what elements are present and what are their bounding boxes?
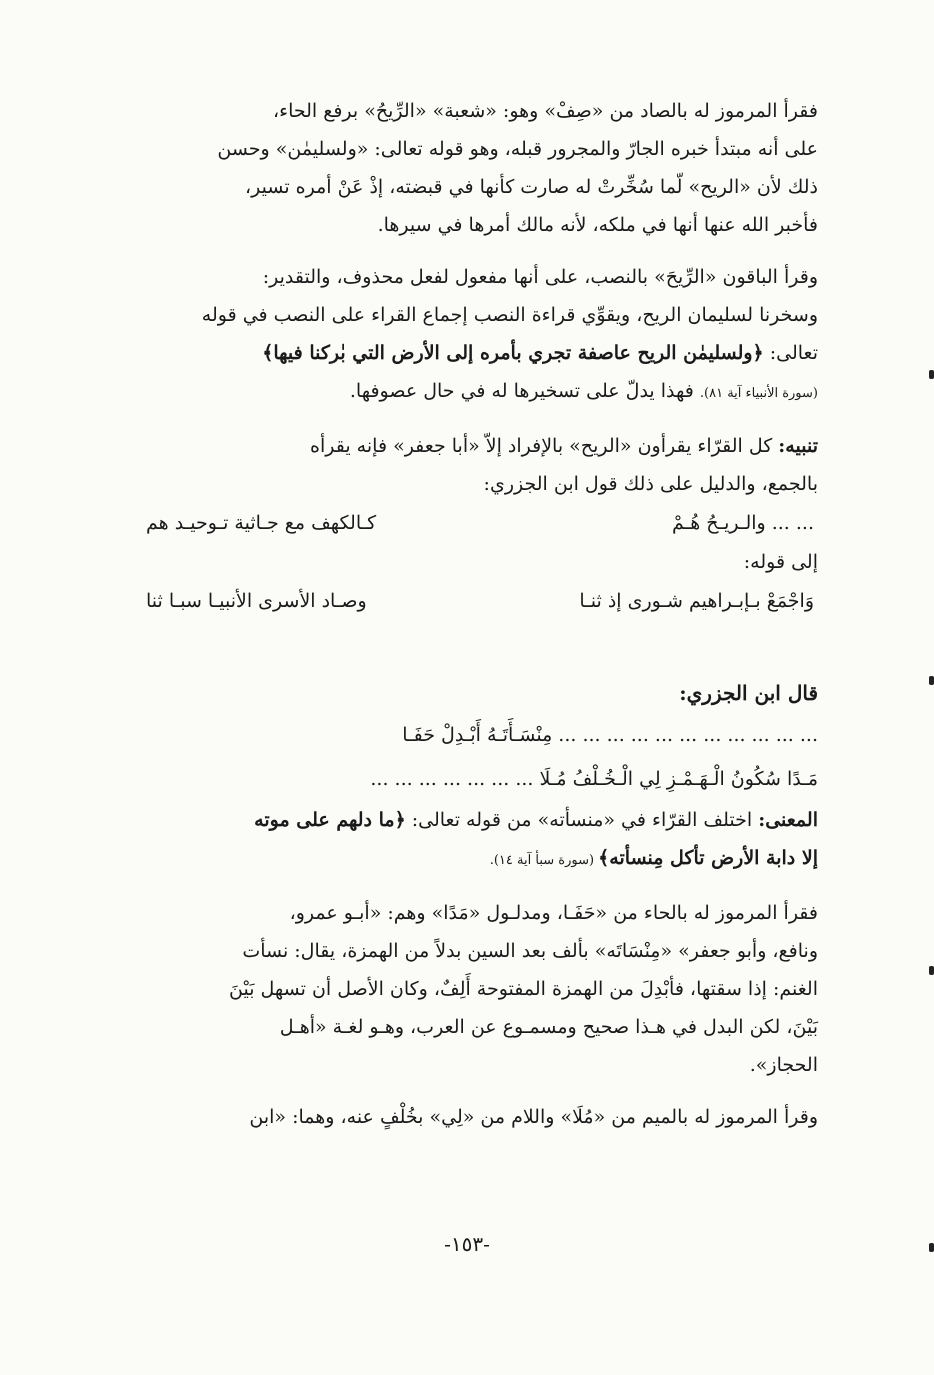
margin-mark bbox=[929, 1243, 934, 1252]
paragraph-3 bbox=[128, 427, 818, 503]
text-line: وقرأ الباقون «الرِّيحَ» بالنصب، على أنها مفعول لفعل محذوف، والتقدير: bbox=[262, 266, 818, 288]
meaning-text: اختلف القرّاء في «منسأته» من قوله تعالى: bbox=[405, 809, 759, 831]
quran-quote: إلا دابة الأرض تأكل مِنسأته﴾ bbox=[598, 847, 818, 869]
verse-hemistich-1: ... ... والـريـحُ هُـمْ bbox=[672, 512, 814, 534]
text-line: فقرأ المرموز له بالحاء من «حَفَـا، ومدلـول «مَدًا» وهم: «أبـو عمرو، bbox=[289, 902, 818, 924]
text-line: وسخرنا لسليمان الريح، ويقوِّي قراءة النصب إجماع القراء على النصب في قوله bbox=[201, 304, 818, 326]
quran-quote: ﴿ولسليمٰن الريح عاصفة تجري بأمره إلى الأرض التي بٰركنا فيها﴾ bbox=[262, 342, 764, 364]
verse-hemistich-1: وَاجْمَعْ بـإبـراهيم شـورى إذ ثنـا bbox=[579, 590, 814, 612]
meaning-paragraph bbox=[128, 801, 818, 880]
verse-line-1 bbox=[128, 503, 818, 543]
margin-mark bbox=[929, 676, 934, 685]
text-line: إلى قوله: bbox=[743, 551, 818, 573]
text-line: بَيْنَ، لكن البدل في هـذا صحيح ومسمـوع عن العرب، وهـو لغـة «أهـل bbox=[279, 1016, 818, 1038]
note-text: كل القرّاء يقرأون «الريح» بالإفراد إلاّ «أبا جعفر» فإنه يقرأه bbox=[310, 435, 779, 457]
text-line: ونافع، وأبو جعفر» «مِنْسَاتَه» بألف بعد السين بدلاً من الهمزة، يقال: نسأت bbox=[242, 940, 818, 962]
surah-reference: (سورة سبأ آية ١٤). bbox=[489, 853, 599, 868]
poem-line: ... ... ... ... ... ... ... ... ... ... ... مِنْسَـأَتَـهُ أَبْـدِلْ حَفَـا bbox=[402, 724, 818, 746]
meaning-label: المعنى: bbox=[758, 809, 818, 831]
text-line: الحجاز». bbox=[749, 1054, 818, 1076]
paragraph-1 bbox=[128, 92, 818, 244]
text-line: وقرأ المرموز له بالميم من «مُلَا» واللام من «لِي» بخُلْفٍ عنه، وهما: «ابن bbox=[249, 1106, 818, 1128]
text-line bbox=[128, 801, 818, 839]
paragraph-2 bbox=[128, 258, 818, 413]
text-line: فأخبر الله عنها أنها في ملكه، لأنه مالك أمرها في سيرها. bbox=[377, 214, 818, 236]
margin-mark bbox=[929, 370, 934, 379]
text-tail: فهذا يدلّ على تسخيرها له في حال عصوفها. bbox=[349, 380, 700, 402]
verse-hemistich-2: وصـاد الأسرى الأنبيـا سبـا ثنا bbox=[146, 590, 367, 612]
verse-line-2 bbox=[128, 581, 818, 621]
text-line bbox=[128, 427, 818, 465]
text-line: بالجمع، والدليل على ذلك قول ابن الجزري: bbox=[483, 473, 818, 495]
text-line: ذلك لأن «الريح» لّما سُخِّرتْ له صارت كأنها في قبضته، إذْ عَنْ أمره تسير، bbox=[245, 176, 818, 198]
note-label: تنبيه: bbox=[778, 435, 818, 457]
text-line: الغنم: إذا سقتها، فأبْدِلَ من الهمزة المفتوحة أَلِفٌ، وكان الأصل أن تسهل بَيْنَ bbox=[229, 978, 818, 1000]
paragraph-5 bbox=[128, 1098, 818, 1136]
text-line bbox=[128, 372, 818, 413]
text-line bbox=[128, 839, 818, 880]
verse-hemistich-2: كـالكهف مع جـاثية تـوحيـد هم bbox=[146, 512, 377, 534]
section-heading: قال ابن الجزري: bbox=[679, 681, 818, 705]
quote-prefix: تعالى: bbox=[763, 342, 818, 364]
margin-mark bbox=[929, 966, 934, 975]
text-line: فقرأ المرموز له بالصاد من «صِفْ» وهو: «شعبة» «الرِّيحُ» برفع الحاء، bbox=[273, 100, 818, 122]
surah-reference: (سورة الأنبياء آية ٨١). bbox=[699, 386, 818, 401]
page-body bbox=[128, 92, 818, 1136]
quran-quote: ﴿ما دلهم على موته bbox=[254, 809, 406, 831]
paragraph-4 bbox=[128, 894, 818, 1084]
page-number: -١٥٣- bbox=[444, 1232, 490, 1256]
poem-line: مَـدًا سُكُونُ الْـهَـمْـزِ لِي الْـخُـلْفُ مُـلَا ... ... ... ... ... ... ... bbox=[370, 768, 818, 790]
text-line bbox=[128, 334, 818, 372]
text-line: على أنه مبتدأ خبره الجارّ والمجرور قبله، وهو قوله تعالى: «ولسليمٰن» وحسن bbox=[217, 138, 818, 160]
